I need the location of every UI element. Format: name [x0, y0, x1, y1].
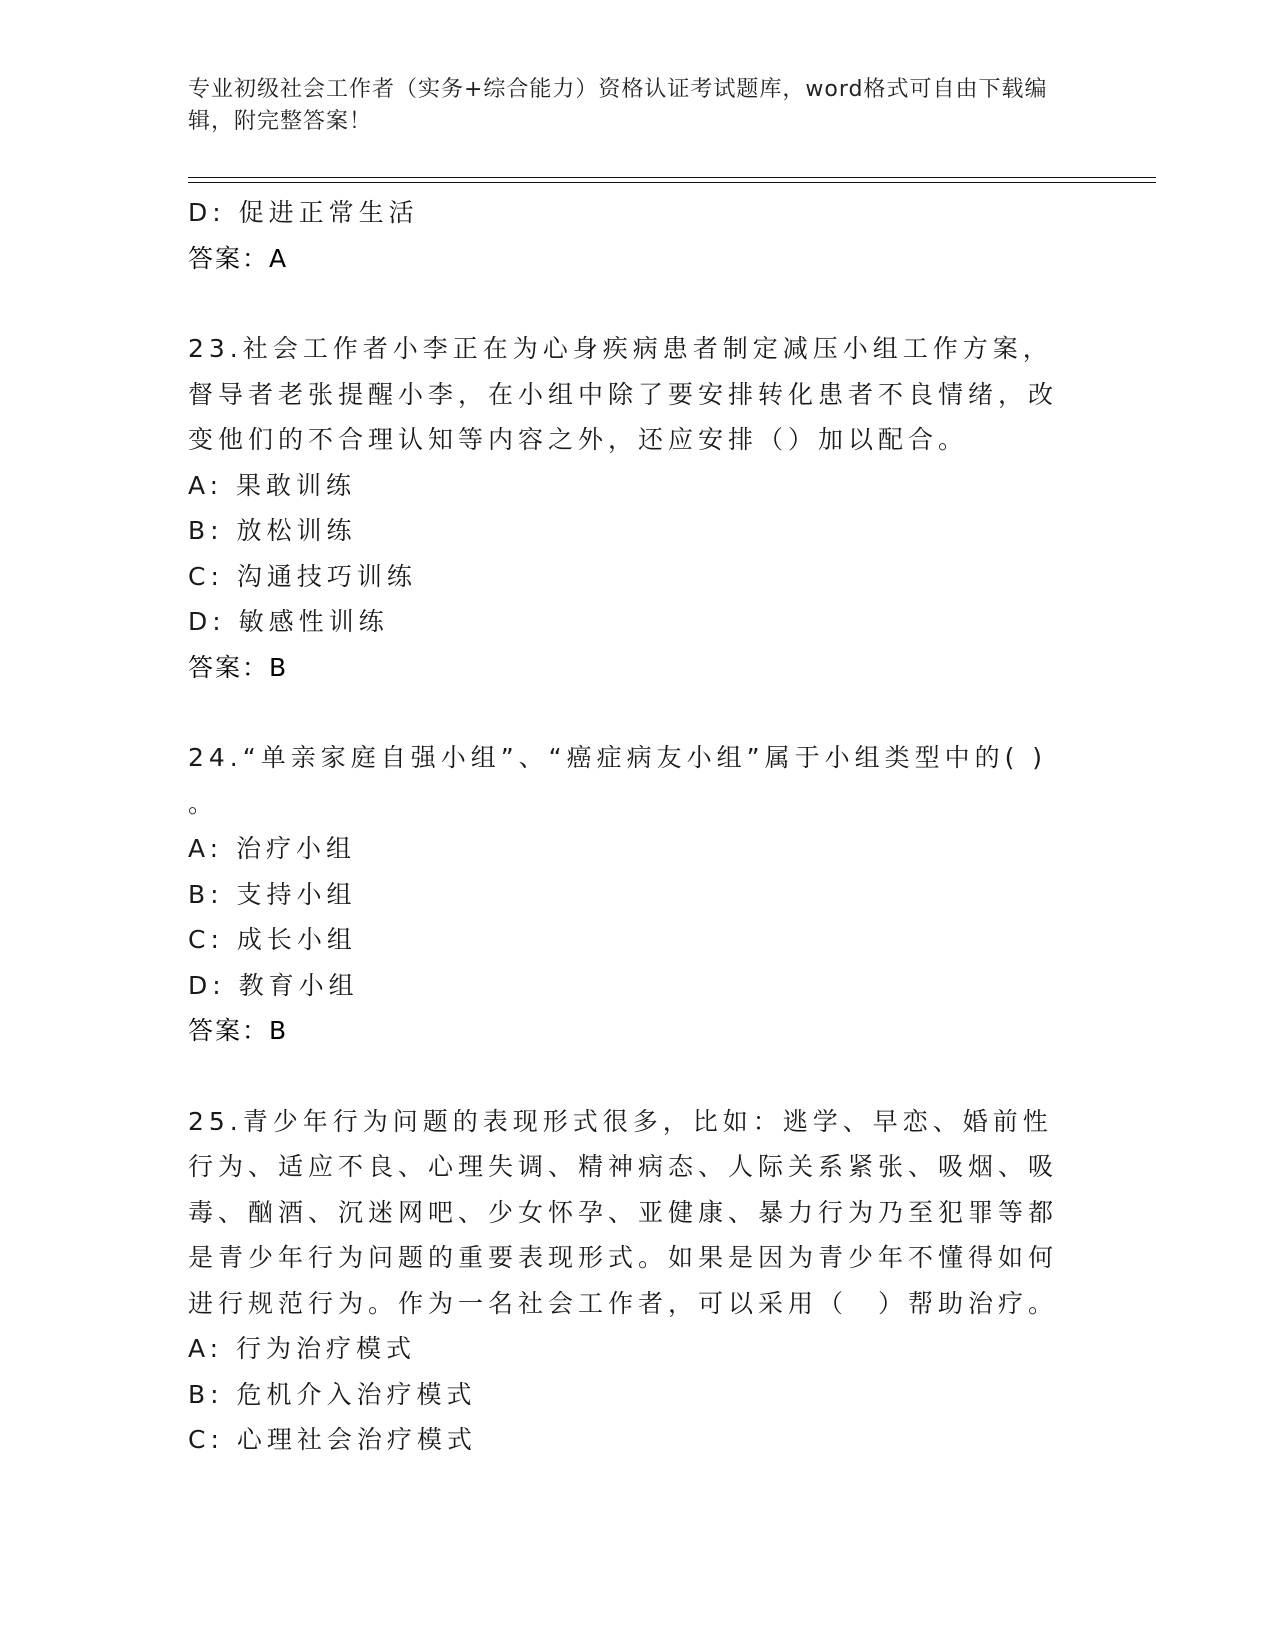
question-25-stem: 25.青少年行为问题的表现形式很多，比如：逃学、早恋、婚前性行为、适应不良、心理失调、精神病态、人际关系紧张、吸烟、吸毒、酗酒、沉迷网吧、少女怀孕、亚健康、暴力行为乃至犯罪等都是青少年行为问题的重要表现形式。如果是因为青少年不懂得如何进行规范行为。作为一名社会工作者，可以采用（ ）帮助治疗。	[188, 1106, 1059, 1318]
question-23-option-c: C: 沟通技巧训练	[188, 561, 417, 591]
header-rule-top	[188, 177, 1156, 178]
question-23-option-a: A: 果敢训练	[188, 470, 357, 500]
question-25-option-a: A: 行为治疗模式	[188, 1334, 417, 1363]
question-23-answer: 答案：B	[188, 652, 289, 682]
document-header: 专业初级社会工作者（实务+综合能力）资格认证考试题库，word格式可自由下载编辑，附完整答案！	[188, 77, 1048, 134]
spacer	[188, 281, 1088, 326]
question-24-answer: 答案：B	[188, 1016, 289, 1045]
spacer	[188, 690, 1088, 735]
question-content	[188, 190, 1088, 1463]
spacer	[188, 1054, 1088, 1099]
question-24-option-c: C: 成长小组	[188, 925, 357, 954]
question-24-stem-end: 。	[188, 788, 219, 818]
prev-option-d: D: 促进正常生活	[188, 198, 419, 227]
question-24-option-a: A: 治疗小组	[188, 834, 357, 863]
question-23-stem: 23.社会工作者小李正在为心身疾病患者制定减压小组工作方案，督导者老张提醒小李，在小组中除了要安排转化患者不良情绪，改变他们的不合理认知等内容之外，还应安排（）加以配合。	[188, 334, 1059, 454]
prev-answer: 答案：A	[188, 243, 289, 273]
question-23-option-d: D: 敏感性训练	[188, 607, 389, 636]
question-24-option-b: B: 支持小组	[188, 879, 357, 909]
header-rule-bottom	[188, 182, 1156, 183]
question-24-stem: 24.“单亲家庭自强小组”、“癌症病友小组”属于小组类型中的( )	[188, 743, 1048, 772]
question-25-option-c: C: 心理社会治疗模式	[188, 1425, 477, 1454]
question-23-option-b: B: 放松训练	[188, 516, 357, 545]
question-25-option-b: B: 危机介入治疗模式	[188, 1379, 477, 1409]
question-24-option-d: D: 教育小组	[188, 970, 359, 1000]
